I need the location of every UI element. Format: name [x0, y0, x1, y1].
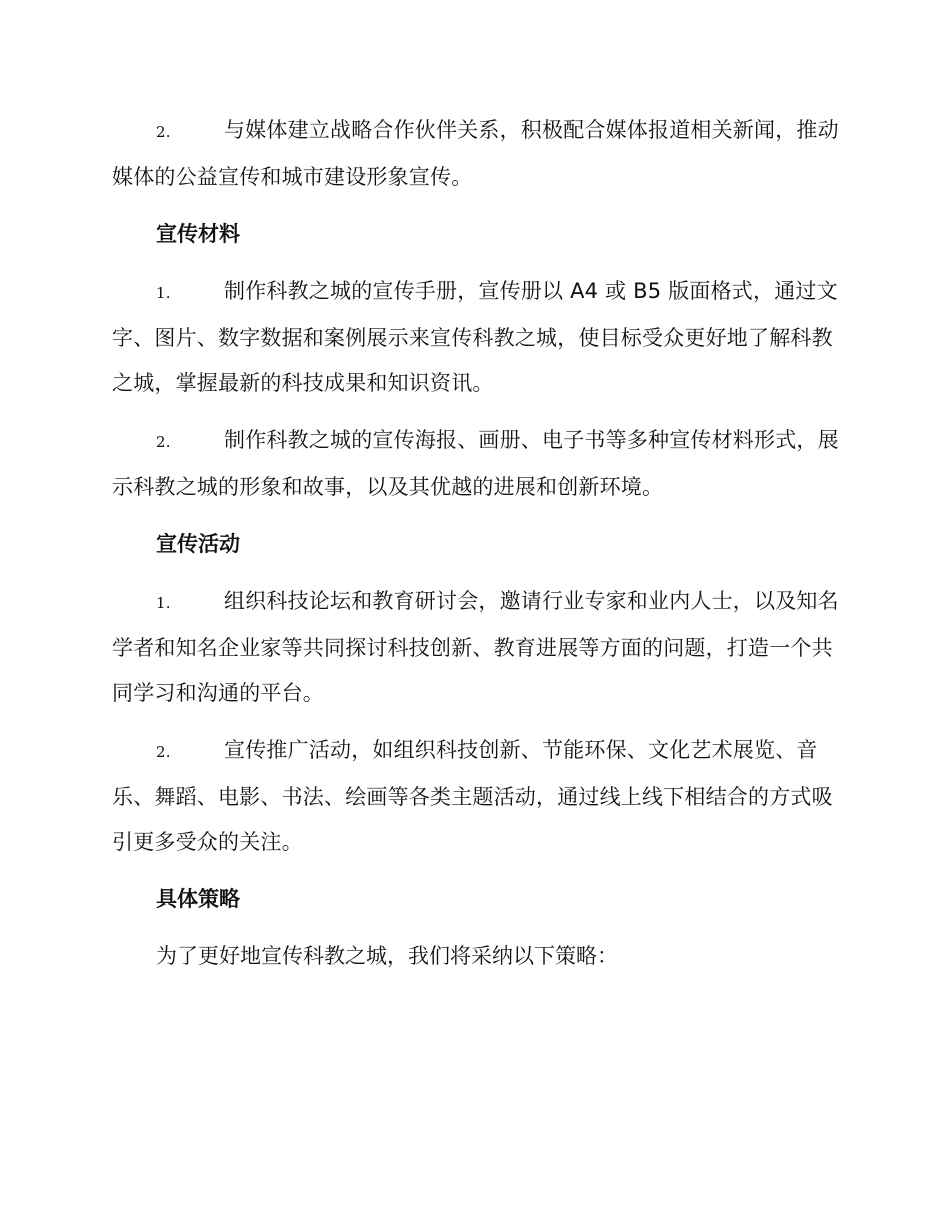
materials-list-item-2: [112, 418, 842, 510]
list-number: 2.: [156, 743, 171, 761]
list-item-text: 制作科教之城的宣传海报、画册、电子书等多种宣传材料形式，展示科教之城的形象和故事，以及其优越的进展和创新环境。: [112, 428, 839, 499]
list-number: 1.: [156, 594, 171, 612]
list-item-text: 与媒体建立战略合作伙伴关系，积极配合媒体报道相关新闻，推动媒体的公益宣传和城市建设形象宣传。: [112, 118, 839, 189]
list-item-text: 宣传推广活动，如组织科技创新、节能环保、文化艺术展览、音乐、舞蹈、电影、书法、绘画等各类主题活动，通过线上线下相结合的方式吸引更多受众的关注。: [112, 738, 833, 854]
list-number: 1.: [156, 284, 171, 302]
section-heading-activities: 宣传活动: [156, 532, 240, 556]
list-number: 2.: [156, 433, 171, 451]
strategy-intro-paragraph: 为了更好地宣传科教之城，我们将采纳以下策略：: [156, 944, 618, 968]
materials-list-item-1: [112, 269, 842, 406]
section-heading-strategy: 具体策略: [156, 887, 240, 911]
activities-list-item-2: [112, 728, 842, 865]
list-item-text: 制作科教之城的宣传手册，宣传册以 A4 或 B5 版面格式，通过文字、图片、数字数据和案例展示来宣传科教之城，使目标受众更好地了解科教之城，掌握最新的科技成果和知识资讯。: [112, 279, 838, 395]
media-list-item-2: [112, 108, 842, 200]
activities-list-item-1: [112, 579, 842, 716]
section-heading-materials: 宣传材料: [156, 222, 240, 246]
list-number: 2.: [156, 123, 171, 141]
list-item-text: 组织科技论坛和教育研讨会，邀请行业专家和业内人士，以及知名学者和知名企业家等共同探讨科技创新、教育进展等方面的问题，打造一个共同学习和沟通的平台。: [112, 589, 839, 705]
document-body: [112, 108, 842, 979]
